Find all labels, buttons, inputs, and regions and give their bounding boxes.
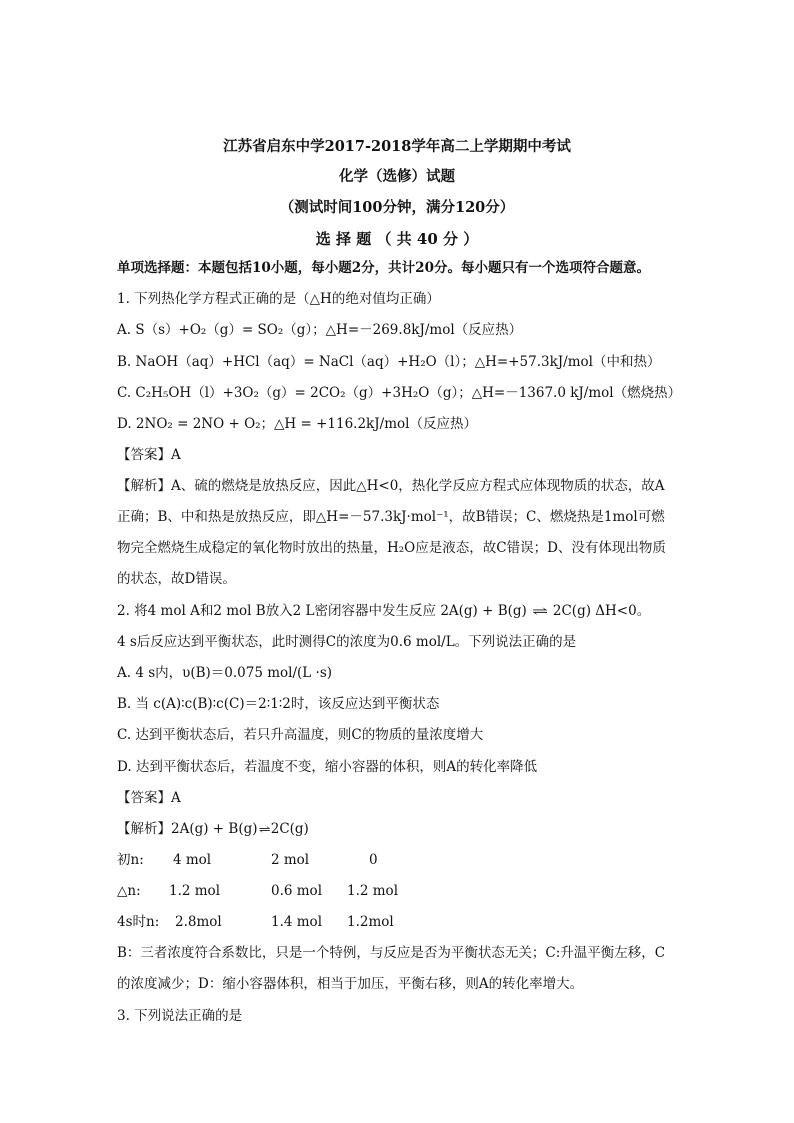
q1-option-b: B. NaOH（aq）+HCl（aq）= NaCl（aq）+H₂O（l）；△H=+57.3kJ/mol（中和热） bbox=[117, 354, 661, 370]
q2-stem-part-2: 2C(g) ΔH<0。 bbox=[552, 603, 651, 619]
q2-option-a: A. 4 s内，υ(B)＝0.075 mol/(L ·s) bbox=[117, 665, 333, 681]
q2-analysis-equation bbox=[117, 819, 677, 840]
q2-option-c: C. 达到平衡状态后，若只升高温度，则C的物质的量浓度增大 bbox=[117, 727, 484, 743]
exam-title: 江苏省启东中学2017-2018学年高二上学期期中考试 bbox=[223, 138, 571, 155]
section-heading: 选 择 题 （ 共 40 分 ） bbox=[315, 230, 479, 248]
q1-stem: 1. 下列热化学方程式正确的是（△H的绝对值均正确） bbox=[117, 291, 440, 307]
q1-analysis-line-1: 【解析】A、硫的燃烧是放热反应，因此△H<0，热化学反应方程式应体现物质的状态，故A bbox=[117, 478, 665, 494]
q1-option-a: A. S（s）+O₂（g）= SO₂（g）；△H=－269.8kJ/mol（反应热） bbox=[117, 322, 523, 338]
q1-analysis-line-2: 正确；B、中和热是放热反应，即△H=－57.3kJ·mol⁻¹，故B错误；C、燃烧热是1mol可燃 bbox=[117, 509, 665, 525]
q2-answer: 【答案】A bbox=[117, 790, 181, 806]
cell-a: 1.2 mol bbox=[169, 883, 221, 899]
q3-stem: 3. 下列说法正确的是 bbox=[117, 1008, 243, 1024]
cell-b: 2 mol bbox=[271, 852, 310, 868]
subject-title: 化学（选修）试题 bbox=[339, 168, 455, 185]
cell-c: 1.2 mol bbox=[347, 883, 399, 899]
row-label: 4s时n: bbox=[117, 914, 160, 930]
q1-option-c: C. C₂H₅OH（l）+3O₂（g）= 2CO₂（g）+3H₂O（g）；△H=－1367.0 kJ/mol（燃烧热） bbox=[117, 385, 682, 401]
row-label: 初n: bbox=[117, 852, 144, 868]
table-row-initial bbox=[117, 850, 677, 870]
table-row-delta bbox=[117, 881, 677, 901]
exam-duration: （测试时间100分钟，满分120分） bbox=[279, 199, 515, 216]
section-instruction: 单项选择题：本题包括10小题，每小题2分，共计20分。每小题只有一个选项符合题意。 bbox=[117, 260, 650, 276]
q1-option-d: D. 2NO₂ = 2NO + O₂；△H = +116.2kJ/mol（反应热） bbox=[117, 416, 477, 432]
q1-analysis-line-3: 物完全燃烧生成稳定的氧化物时放出的热量，H₂O应是液态，故C错误；D、没有体现出物质 bbox=[117, 540, 666, 556]
cell-b: 0.6 mol bbox=[271, 883, 323, 899]
q2-analysis-product: 2C(g) bbox=[270, 821, 309, 837]
cell-c: 1.2mol bbox=[347, 914, 394, 930]
cell-a: 4 mol bbox=[173, 852, 212, 868]
q1-answer: 【答案】A bbox=[117, 447, 181, 463]
table-row-4s bbox=[117, 912, 677, 932]
q2-option-d: D. 达到平衡状态后，若温度不变，缩小容器的体积，则A的转化率降低 bbox=[117, 759, 538, 775]
equilibrium-arrow-icon: ⇌ bbox=[531, 604, 548, 618]
q2-option-b: B. 当 c(A)∶c(B)∶c(C)＝2∶1∶2时，该反应达到平衡状态 bbox=[117, 696, 440, 712]
q2-stem-line-1 bbox=[117, 601, 677, 621]
equilibrium-arrow-icon: ⇌ bbox=[258, 823, 271, 836]
q2-explain-line-2: 的浓度减少；D：缩小容器体积，相当于加压，平衡右移，则A的转化率增大。 bbox=[117, 976, 584, 992]
cell-a: 2.8mol bbox=[175, 914, 222, 930]
q2-explain-line-1: B：三者浓度符合系数比，只是一个特例，与反应是否为平衡状态无关；C:升温平衡左移，C bbox=[117, 945, 666, 961]
q1-analysis-line-4: 的状态，故D错误。 bbox=[117, 571, 236, 587]
q2-analysis-label: 【解析】2A(g) + B(g) bbox=[117, 821, 258, 837]
q2-stem-line-2: 4 s后反应达到平衡状态，此时测得C的浓度为0.6 mol/L。下列说法正确的是 bbox=[117, 634, 577, 650]
q2-stem-part-1: 2. 将4 mol A和2 mol B放入2 L密闭容器中发生反应 2A(g) + B(g) bbox=[117, 603, 527, 619]
row-label: △n: bbox=[117, 883, 141, 899]
cell-b: 1.4 mol bbox=[271, 914, 323, 930]
cell-c: 0 bbox=[369, 852, 378, 868]
